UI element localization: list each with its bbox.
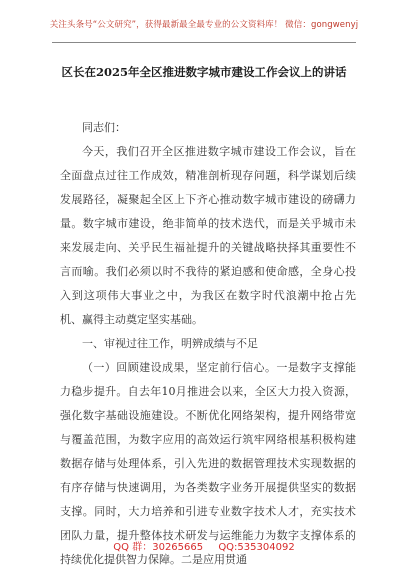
- section-heading: 一、审视过往工作，明辨成绩与不足: [82, 337, 258, 350]
- footer-qq-number: QQ:535304092: [218, 542, 295, 553]
- footer-contact: [0, 538, 408, 553]
- salutation: 同志们：: [82, 121, 126, 134]
- paragraph-achievements: （一）回顾建设成果，坚定前行信心。一是数字支撑能力稳步提升。自去年10月推进会以来，全区大力投入资源，强化数字基础设施建设。不断优化网络架构，提升网络带宽与覆盖范围，为数字应用的高效运行筑牢网络根基积极构建数据存储与处理体系，引入先进的数据管理技术实现数据的有序存储与快速调用，为各类数字业务开展提供坚实的数据支撑。同时，大力培养和引进专业数字技术人才，充实技术团队力量，提升整体技术研发与运维能力为数字支撑体系的持续优化提供智力保障。二是应用贯通: [60, 361, 356, 566]
- header-divider: [52, 42, 356, 43]
- footer-qq-group: QQ 群：30265665: [113, 542, 204, 553]
- header-banner: 关注头条号“公文研究”，获得最新最全最专业的公文资料库！ 微信：gongwenyj: [49, 20, 359, 30]
- document-body: [60, 116, 356, 572]
- document-title: 区长在2025年全区推进数字城市建设工作会议上的讲话: [61, 65, 347, 79]
- paragraph-intro: 今天，我们召开全区推进数字城市建设工作会议，旨在全面盘点过往工作成效，精准剖析现存问题，科学谋划后续发展路径，凝聚起全区上下齐心推动数字城市建设的磅礴力量。数字城市建设，绝非简单的技术迭代，而是关乎城市未来发展走向、关乎民生福祉提升的关键战略抉择其重要性不言而喻。我们必须以时不我待的紧迫感和使命感，全身心投入到这项伟大事业之中，为我区在数字时代浪潮中抢占先机、赢得主动奠定坚实基础。: [60, 145, 356, 326]
